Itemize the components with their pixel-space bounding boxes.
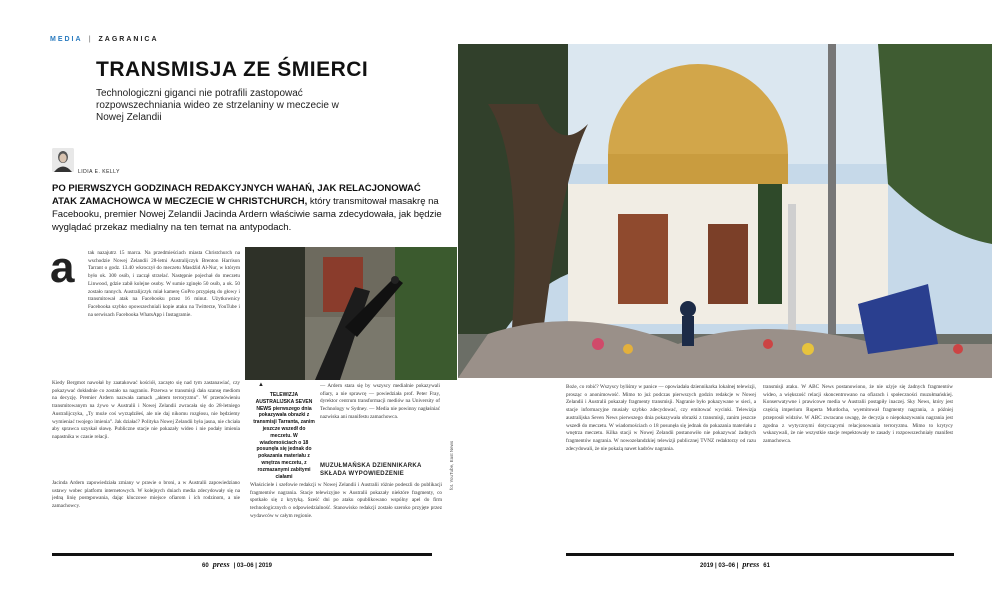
author-photo: [52, 148, 74, 172]
article-title: TRANSMISJA ZE ŚMIERCI: [96, 58, 369, 81]
footer-bar-right: [566, 553, 954, 556]
brand-logo-right: press: [742, 560, 760, 569]
lead-bold: PO PIERWSZYCH GODZINACH REDAKCYJNYCH WAHAŃ, JAK RELACJONOWAĆ ATAK ZAMACHOWCA W MECZECIE W CHRISTCHURCH,: [52, 183, 421, 207]
lead-rest: który transmitował masakrę na Facebooku, premier Nowej Zelandii Jacinda Ardern właściwie sama zdecydowała, jak będzie wyglądać przekaz medialny na ten temat na antypodach.: [52, 196, 442, 233]
column-2-top: — Ardern stara się by wszyscy medialnie pokazywali ofiary, a nie sprawcę — powiedziała prof. Peter Fray, dyrektor centrum transformacji mediów na University of Technology w Sydney. — Media nie powinny nagłaśniać nazwiska ani manifestu zamachowca.: [320, 383, 440, 420]
caption-arrow-icon: ▲: [258, 382, 264, 388]
mosque-photo: [458, 44, 992, 378]
column-2-subhead: MUZUŁMAŃSKA DZIENNIKARKA SKŁADA WYPOWIEDZENIE: [320, 463, 422, 477]
page-number-left: 60: [202, 563, 209, 569]
page-number-right: 61: [763, 563, 770, 569]
footer-bar-left: [52, 553, 432, 556]
issue-date-left: | 03–06 | 2019: [233, 563, 272, 569]
right-column-1: Boże, co robić? Wszyscy byliśmy w panice — opowiadała dziennikarka lokalnej telewizji, prosząc o anonimowość. Mimo to już podczas pierwszych godzin redakcje w Nowej Zelandii i Australii pokazały fragmenty transmisji. Nagranie było pokazywane w sieci, a stacje informacyjne musiały szybko zdecydować, czy emitować wycinki. Telewizja australijska Seven News pierwszego dnia pokazywała obrazki z transmisji, zanim jeszcze wszedł do meczetu. W wiadomościach o 18 posunęła się jednak do pokazania materiału z wnętrza meczetu. Kilka stacji w Nowej Zelandii postanowiło nie pokazywać żadnych fragmentów nagrania. W nowozelandzkiej telewizji publicznej TVNZ redaktorzy od razu zdecydowali, że nie pokażą nawet kadrów nagrania.: [566, 384, 756, 452]
drop-cap: a: [50, 243, 75, 292]
photo-credit: fot. YouTube, East News: [449, 440, 454, 490]
author-name: LIDIA E. KELLY: [78, 169, 120, 175]
subsection-label: ZAGRANICA: [98, 36, 159, 43]
issue-date-right: 2019 | 03–06 |: [700, 563, 739, 569]
column-2-bottom: Właściciele i szefowie redakcji w Nowej Zelandii i Australii różnie podeszli do publikacji fragmentów nagrania. Stacje telewizyjne w Australii pokazały niektóre fragmenty, co spotkało się z krytyką. Sześć dni po ataku opublikowano wspólny apel do firm technologicznych o odpowiedzialność. Stanowisko redakcji zostało szeroko przyjęte przez wydawców w całym regionie.: [250, 482, 442, 519]
photo-caption: TELEWIZJA AUSTRALIJSKA SEVEN NEWS pierwszego dnia pokazywała obrazki z transmisji Tarranta, zanim jeszcze wszedł do meczetu. W wiadomościach o 18 posunęła się jednak do pokazania materiału z wnętrza meczetu, z rozmazanymi zabitymi ciałami: [253, 392, 315, 480]
video-still-photo: [245, 247, 457, 380]
right-column-2: transmisji ataku. W ABC News postanowiono, że nie użyje się żadnych fragmentów wideo, a większość relacji skoncentrowano na ofiarach i społeczności muzułmańskiej. Konserwatywne i prawicowe media w Australii postąpiły inaczej. Sky News, który jest częścią imperium Ruperta Murdocha, wyemitował fragmenty nagrania, a później przeprosił widzów. W ABC zwracano uwagę, że decyzja o niepokazywaniu nagrania jest zgodna z wytycznymi dotyczącymi relacjonowania terroryzmu. Mimo to krytycy wskazywali, że nie wszystkie stacje respektowały te zasady i rozpowszechniały manifest zamachowca.: [763, 384, 953, 444]
footer-right: [700, 560, 770, 569]
article-lead: [52, 182, 444, 234]
article-subtitle: Technologiczni giganci nie potrafili zastopować rozpowszechniania wideo ze strzelaniny w meczecie w Nowej Zelandii: [96, 88, 339, 123]
column-1-top: tak nazajutrz 15 marca. Na przedmieściach miasta Christchurch na wschodzie Nowej Zelandii 28-letni Australijczyk Brenton Harrison Tarrant o godz. 13.40 wkroczył do meczetu Masdżid Al-Nur, w którym było ok. 300 osób, i zaczął strzelać. Następnie pojechał do meczetu Linwood, gdzie zabił kolejne osoby. W sumie zginęło 50 osób, a ok. 50 zostało rannych. Australijczyk miał kamerę GoPro przypiętą do głowy i transmitował atak na Facebooku przez 16 minut. Użytkownicy Facebooka szybko opowszechniali kopie ataku na Twitterze, YouTube i na serwisach Facebooka WhatsApp i Instagramie.: [88, 250, 240, 318]
column-1-bottom: Kiedy Bergmot nawołał by zaatakować kościół, zaczęto się nad tym zastanawiać, czy pokazywać dokładnie co zostało na nagraniu. Przerwa w transmisji dała szansę mediom na decyzję. Premier Ardern nazwała zamach „aktem terroryzmu”. W przemówieniu transmitowanym na żywo w Australii i Nowej Zelandii zwracała się do 28-letniego Australijczyka, „Ty może coś wyrządziłeś, ale nie daj nikomu rozgłosu, nie będziemy wymieniać twojego imienia”. Jak działać? Polityka Nowej Zelandii była jasna, nie chciała aby sprawca uzyskał sławę. Publiczne stacje nie pokazały wideo i nie podały imienia napastnika w czasie relacji.: [52, 380, 240, 440]
section-header: [50, 36, 159, 43]
footer-left: [202, 560, 272, 569]
section-label: MEDIA: [50, 36, 83, 43]
section-separator: |: [88, 36, 93, 43]
brand-logo-left: press: [212, 560, 230, 569]
column-1-last: Jacinda Ardern zapowiedziała zmiany w prawie o broni, a w Australii zapowiedziano ustawy wobec platform internetowych. W kolejnych dniach media zdecydowały się na jedną linię postępowania, dając kluczowe miejsce ofiarom i ich rodzinom, a nie zamachowcy.: [52, 480, 240, 510]
